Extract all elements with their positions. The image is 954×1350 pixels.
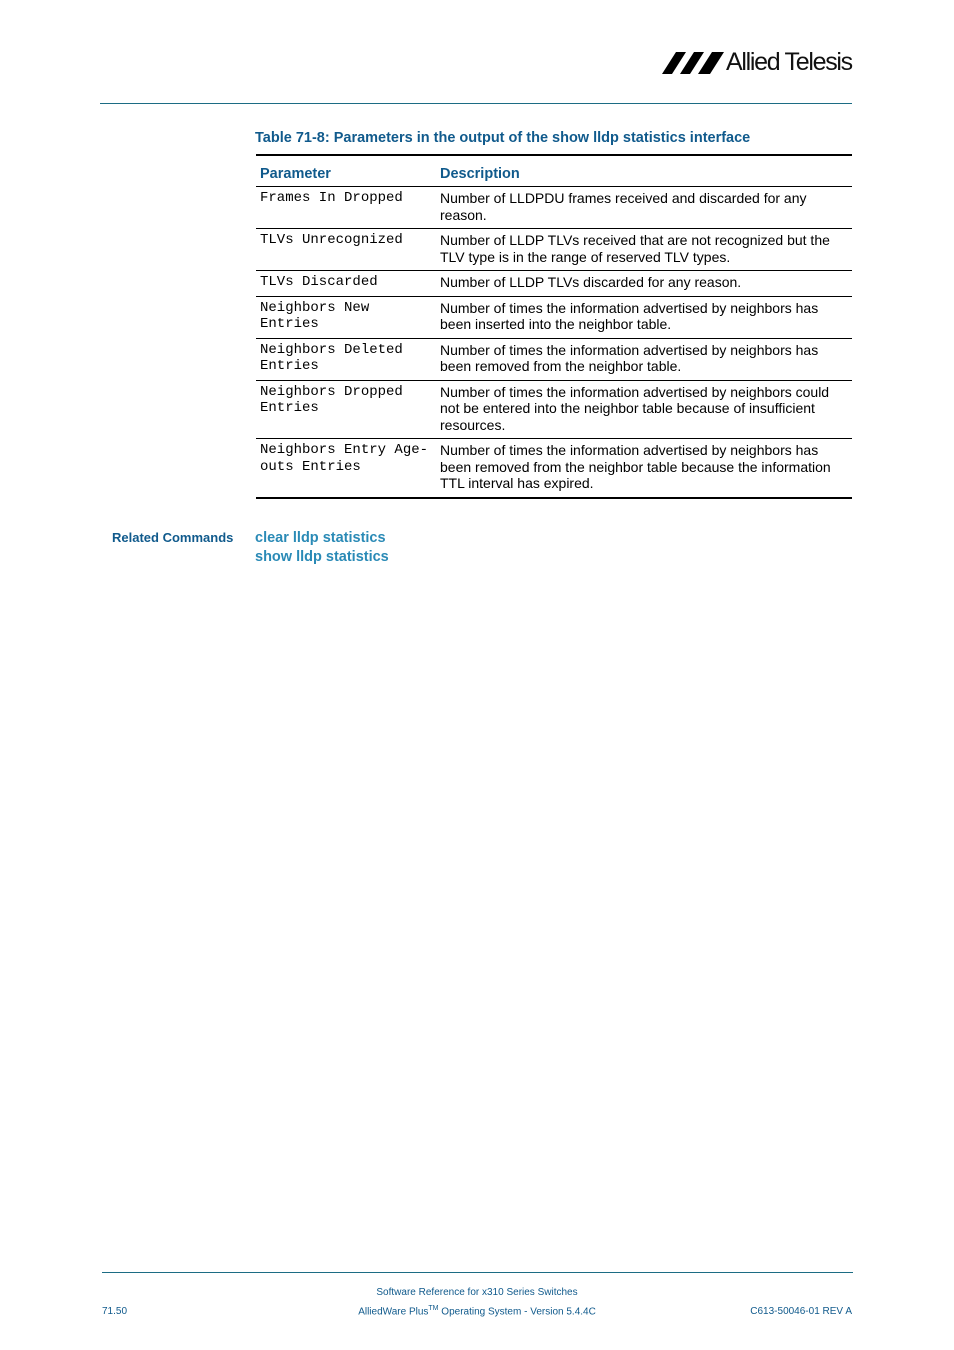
parameter-description: Number of LLDP TLVs received that are not recognized but the TLV type is in the range of reserved TLV types. [436, 229, 852, 271]
table-header-row [256, 155, 852, 187]
related-commands-label: Related Commands [112, 530, 234, 545]
parameter-name: TLVs Unrecognized [256, 229, 436, 271]
parameter-description: Number of times the information advertised by neighbors has been removed from the neighbor table. [436, 338, 852, 380]
link-show-lldp-statistics[interactable]: show lldp statistics [255, 549, 389, 565]
parameter-name: Frames In Dropped [256, 187, 436, 229]
parameter-name: TLVs Discarded [256, 271, 436, 297]
logo-mark-icon [662, 52, 724, 74]
related-commands-links [255, 529, 389, 567]
table-row [256, 229, 852, 271]
table-row [256, 439, 852, 498]
footer-version: Operating System - Version 5.4.4C [438, 1306, 596, 1318]
footer-trademark: TM [428, 1305, 439, 1312]
column-header-parameter: Parameter [256, 155, 436, 187]
link-clear-lldp-statistics[interactable]: clear lldp statistics [255, 530, 386, 546]
parameter-name: Neighbors New Entries [256, 296, 436, 338]
logo-text: Allied Telesis [726, 48, 852, 76]
parameter-name: Neighbors Deleted Entries [256, 338, 436, 380]
parameter-description: Number of times the information advertised by neighbors has been inserted into the neighbor table. [436, 296, 852, 338]
table-title: Table 71-8: Parameters in the output of the show lldp statistics interface [255, 130, 751, 146]
header-rule [100, 103, 852, 104]
table-row [256, 380, 852, 439]
footer-document-title: Software Reference for x310 Series Switches [376, 1287, 578, 1298]
parameter-description: Number of times the information advertised by neighbors has been removed from the neighbor table because the information TTL interval has expired. [440, 442, 831, 491]
parameter-description: Number of LLDP TLVs discarded for any reason. [436, 271, 852, 297]
allied-telesis-logo [662, 48, 854, 80]
parameter-name: Neighbors Entry Age-outs Entries [260, 442, 429, 475]
parameters-table [256, 154, 852, 499]
parameter-name: Neighbors Dropped Entries [256, 380, 436, 439]
document-code: C613-50046-01 REV A [750, 1306, 852, 1317]
table-row [256, 271, 852, 297]
column-header-description: Description [436, 155, 852, 187]
parameter-description: Number of LLDPDU frames received and discarded for any reason. [436, 187, 852, 229]
page-number: 71.50 [102, 1306, 128, 1317]
parameter-description: Number of times the information advertised by neighbors could not be entered into the neighbor table because of insufficient resources. [436, 380, 852, 439]
table-row [256, 187, 852, 229]
footer-rule [102, 1272, 853, 1273]
footer-product: AlliedWare Plus [358, 1306, 429, 1318]
table-row [256, 338, 852, 380]
table-row [256, 296, 852, 338]
